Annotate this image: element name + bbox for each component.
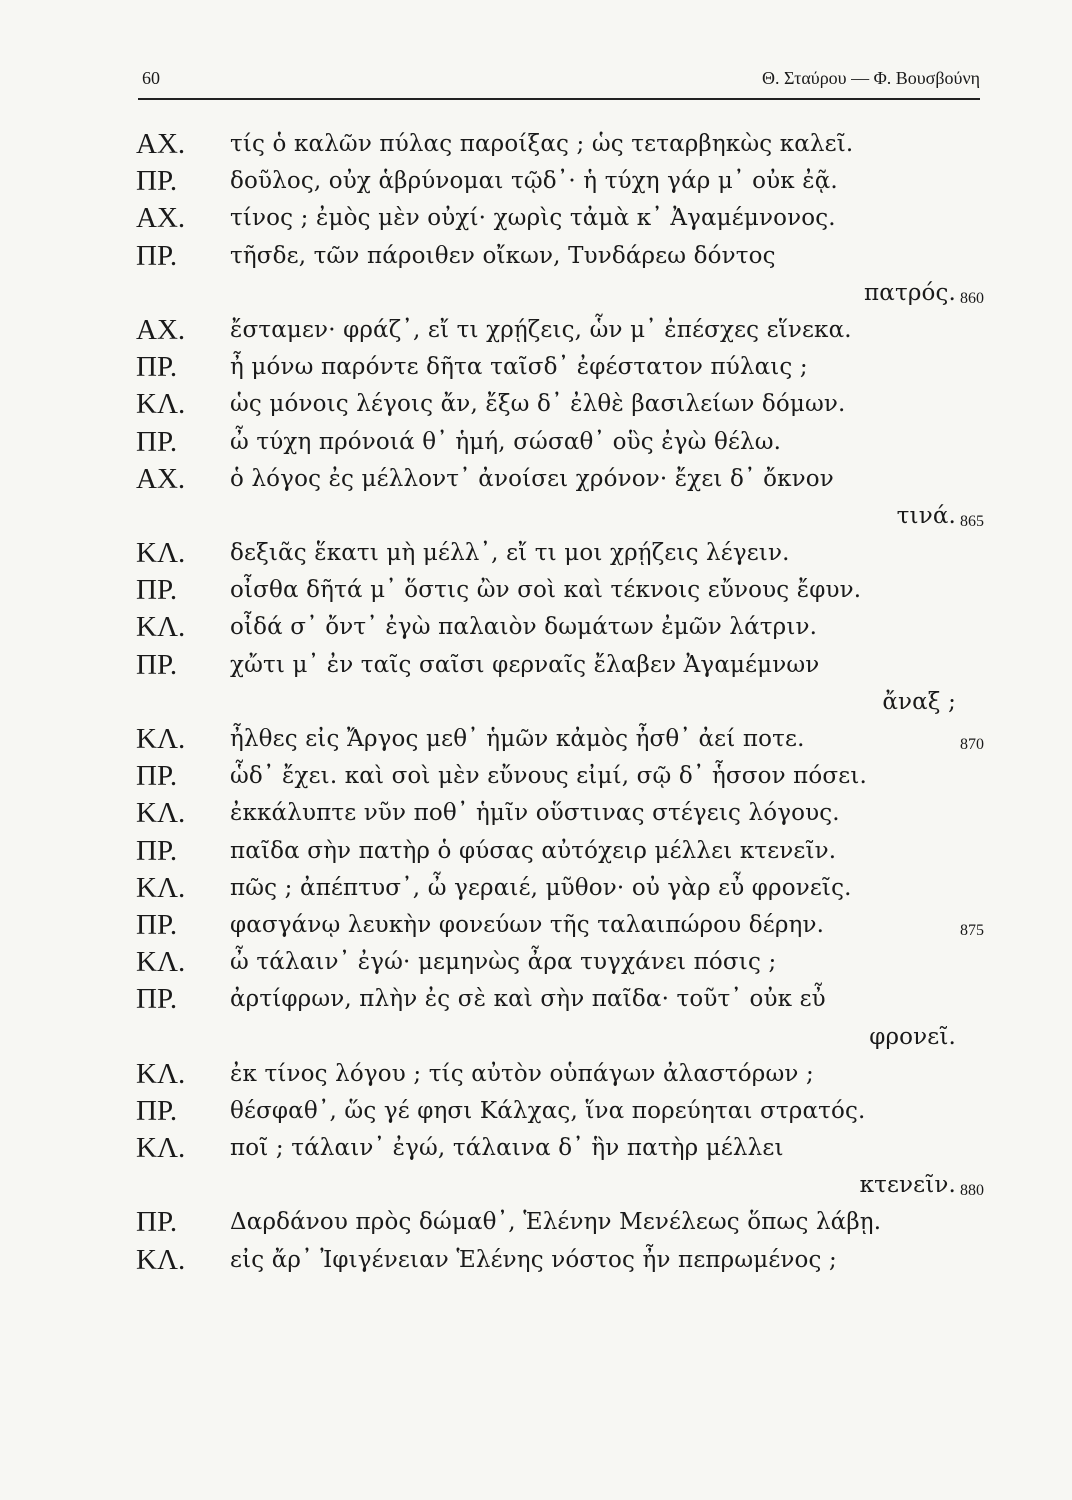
line-number: 865 [960, 512, 984, 530]
speaker-label: ΚΛ. [136, 1132, 186, 1165]
verse-text: τίς ὁ καλῶν πύλας παροίξας ; ὡς τεταρβηκὼς καλεῖ. [230, 131, 854, 157]
verse-row [0, 572, 1072, 609]
verse-continuation: πατρός. [864, 279, 956, 306]
speaker-label: ΑΧ. [136, 313, 186, 346]
page-number: 60 [142, 68, 160, 88]
speaker-label: ΑΧ. [136, 462, 186, 495]
verse-text: παῖδα σὴν πατὴρ ὁ φύσας αὐτόχειρ μέλλει κτενεῖν. [230, 837, 837, 864]
verse-row [0, 312, 1072, 349]
verse-text: εἰς ἄρ᾽ Ἰφιγένειαν Ἑλένης νόστος ἦν πεπρωμένος ; [230, 1246, 837, 1273]
verse-text: ὦ τάλαιν᾽ ἐγώ· μεμηνὼς ἆρα τυγχάνει πόσις ; [230, 949, 777, 976]
verse-continuation: ἄναξ ; [882, 688, 956, 715]
verse-row [0, 349, 1072, 386]
verse-row [0, 424, 1072, 461]
verse-row [0, 684, 1072, 721]
verse-text: δοῦλος, οὐχ ἁβρύνομαι τῷδ᾽· ἡ τύχη γάρ μ᾽ οὐκ ἐᾷ. [230, 168, 838, 195]
speaker-label: ΚΛ. [136, 723, 186, 755]
verse-row [0, 1093, 1072, 1130]
verse-row [0, 200, 1072, 237]
verse-row [0, 833, 1072, 870]
line-number: 880 [960, 1182, 984, 1200]
verse-continuation: τινά. [896, 502, 956, 529]
verse-text: ὧδ᾽ ἔχει. καὶ σοὶ μὲν εὔνους εἰμί, σῷ δ᾽ ἧσσον πόσει. [230, 763, 867, 790]
line-number: 860 [960, 289, 984, 307]
verse-text: τῆσδε, τῶν πάροιθεν οἴκων, Τυνδάρεω δόντος [230, 242, 776, 269]
speaker-label: ΠΡ. [136, 351, 178, 384]
speaker-label: ΑΧ. [136, 202, 186, 235]
speaker-label: ΠΡ. [136, 648, 178, 681]
verse-row [0, 1056, 1072, 1093]
speaker-label: ΚΛ. [136, 537, 186, 570]
verse-row [0, 944, 1072, 981]
verse-row [0, 981, 1072, 1018]
verse-row [0, 907, 1072, 944]
verse-row [0, 1242, 1072, 1279]
verse-row [0, 238, 1072, 275]
speaker-label: ΠΡ. [136, 239, 178, 272]
verse-text: ἐκ τίνος λόγου ; τίς αὐτὸν οὑπάγων ἀλαστόρων ; [230, 1060, 814, 1087]
verse-text: πῶς ; ἀπέπτυσ᾽, ὦ γεραιέ, μῦθον· οὐ γὰρ εὖ φρονεῖς. [230, 874, 852, 901]
verse-text: οἶσθα δῆτά μ᾽ ὅστις ὢν σοὶ καὶ τέκνοις εὔνους ἔφυν. [230, 577, 862, 604]
verse-text: χὤτι μ᾽ ἐν ταῖς σαῖσι φερναῖς ἔλαβεν Ἀγαμέμνων [230, 651, 820, 678]
verse-row [0, 275, 1072, 312]
verse-text: οἶδά σ᾽ ὄντ᾽ ἐγὼ παλαιὸν δωμάτων ἐμῶν λάτριν. [230, 614, 818, 641]
verse-continuation: φρονεῖ. [869, 1023, 956, 1050]
verse-text: ὁ λόγος ἐς μέλλοντ᾽ ἀνοίσει χρόνον· ἔχει δ᾽ ὄκνον [230, 465, 834, 492]
verse-row [0, 758, 1072, 795]
speaker-label: ΠΡ. [136, 425, 178, 458]
verse-row [0, 461, 1072, 498]
speaker-label: ΑΧ. [136, 128, 186, 160]
verse-text: τίνος ; ἐμὸς μὲν οὐχί· χωρὶς τἀμὰ κ᾽ Ἀγαμέμνονος. [230, 205, 836, 232]
speaker-label: ΠΡ. [136, 834, 178, 867]
header-rule [138, 98, 980, 100]
verse-row [0, 647, 1072, 684]
speaker-label: ΠΡ. [136, 574, 178, 607]
verse-row [0, 870, 1072, 907]
speaker-label: ΠΡ. [136, 983, 178, 1016]
speaker-label: ΠΡ. [136, 908, 178, 941]
verse-text: Δαρδάνου πρὸς δώμαθ᾽, Ἑλένην Μενέλεως ὅπως λάβῃ. [230, 1209, 882, 1236]
speaker-label: ΚΛ. [136, 1243, 186, 1276]
speaker-label: ΠΡ. [136, 165, 178, 198]
speaker-label: ΚΛ. [136, 611, 186, 644]
line-number: 870 [960, 736, 984, 753]
verse-row [0, 1167, 1072, 1204]
verse-text: ὦ τύχη πρόνοιά θ᾽ ἡμή, σώσαθ᾽ οὓς ἐγὼ θέλω. [230, 428, 782, 455]
speaker-label: ΚΛ. [136, 1057, 186, 1090]
speaker-label: ΚΛ. [136, 388, 186, 421]
verse-row [0, 1204, 1072, 1241]
verse-text: ἔσταμεν· φράζ᾽, εἴ τι χρῄζεις, ὧν μ᾽ ἐπέσχες εἵνεκα. [230, 316, 852, 343]
verse-row [0, 721, 1072, 758]
verse-dialogue [0, 126, 1072, 1279]
running-head-authors: Θ. Σταύρου — Φ. Βουσβούνη [761, 68, 980, 88]
verse-text: ἦ μόνω παρόντε δῆτα ταῖσδ᾽ ἐφέστατον πύλαις ; [230, 354, 808, 381]
verse-row [0, 795, 1072, 832]
line-number: 875 [960, 921, 984, 939]
verse-text: θέσφαθ᾽, ὥς γέ φησι Κάλχας, ἵνα πορεύηται στρατός. [230, 1097, 866, 1124]
speaker-label: ΠΡ. [136, 1094, 178, 1127]
speaker-label: ΠΡ. [136, 1206, 178, 1239]
verse-row [0, 535, 1072, 572]
verse-row [0, 163, 1072, 200]
verse-row [0, 498, 1072, 535]
speaker-label: ΚΛ. [136, 797, 186, 830]
speaker-label: ΚΛ. [136, 946, 186, 979]
verse-row [0, 386, 1072, 423]
verse-text: δεξιᾶς ἕκατι μὴ μέλλ᾽, εἴ τι μοι χρῄζεις λέγειν. [230, 540, 790, 567]
verse-text: ὡς μόνοις λέγοις ἄν, ἔξω δ᾽ ἐλθὲ βασιλείων δόμων. [230, 391, 846, 418]
verse-text: φασγάνῳ λευκὴν φονεύων τῆς ταλαιπώρου δέρην. [230, 911, 825, 938]
verse-row [0, 1019, 1072, 1056]
verse-continuation: κτενεῖν. [859, 1172, 956, 1199]
verse-text: ποῖ ; τάλαιν᾽ ἐγώ, τάλαινα δ᾽ ἣν πατὴρ μέλλει [230, 1135, 784, 1162]
verse-text: ἦλθες εἰς Ἄργος μεθ᾽ ἡμῶν κἀμὸς ἦσθ᾽ ἀεί ποτε. [230, 726, 805, 752]
verse-row [0, 1130, 1072, 1167]
speaker-label: ΠΡ. [136, 760, 178, 793]
verse-text: ἐκκάλυπτε νῦν ποθ᾽ ἡμῖν οὕστινας στέγεις λόγους. [230, 800, 840, 827]
verse-text: ἀρτίφρων, πλὴν ἐς σὲ καὶ σὴν παῖδα· τοῦτ᾽ οὐκ εὖ [230, 986, 826, 1013]
verse-row [0, 609, 1072, 646]
running-head [138, 66, 980, 94]
speaker-label: ΚΛ. [136, 871, 186, 904]
verse-row [0, 126, 1072, 163]
